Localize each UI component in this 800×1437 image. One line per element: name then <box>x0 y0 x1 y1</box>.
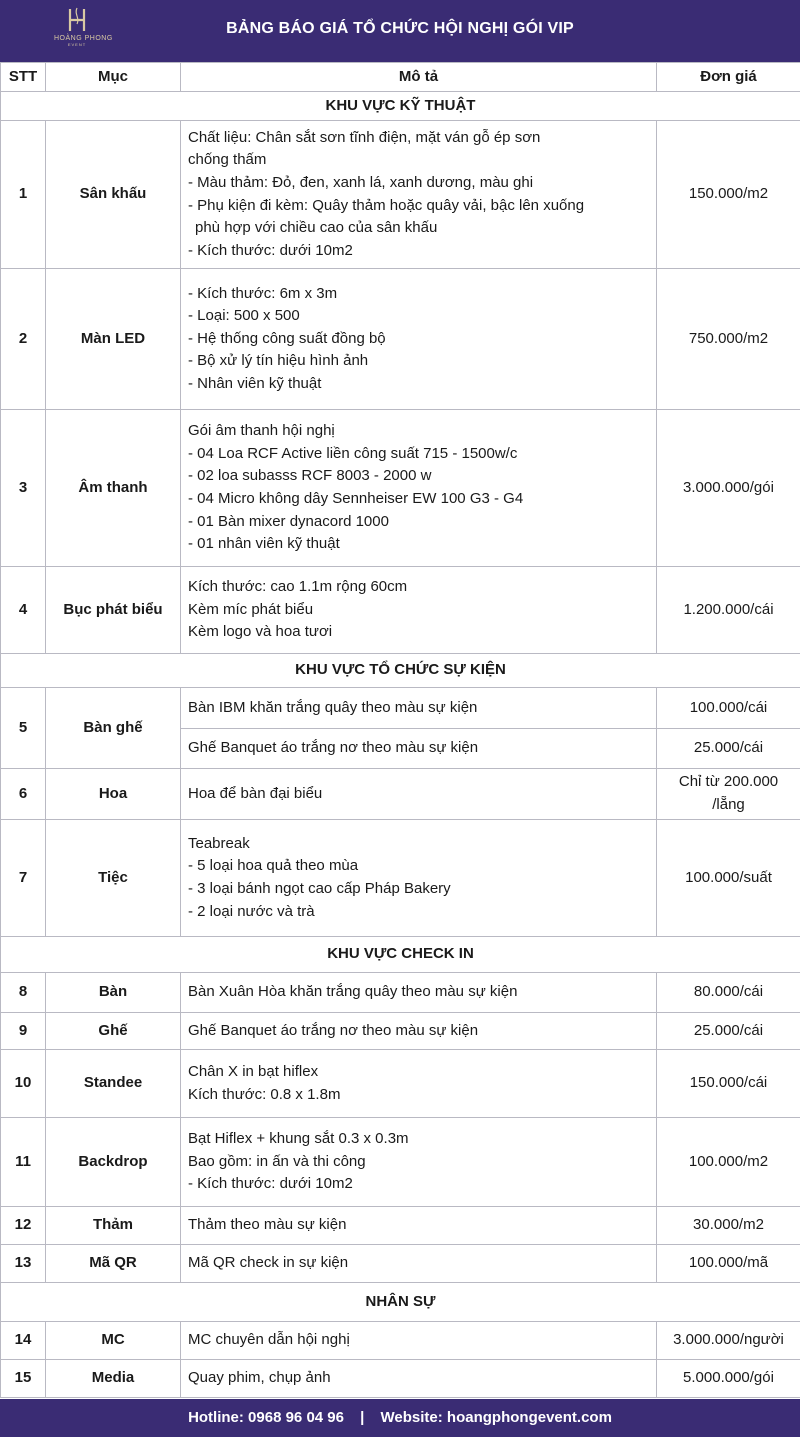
column-header-price: Đơn giá <box>657 63 800 92</box>
description-line: Ghế Banquet áo trắng nơ theo màu sự kiện <box>188 1021 479 1039</box>
table-row <box>1 973 800 1013</box>
row-item: Ghế <box>46 1013 181 1050</box>
row-stt: 10 <box>1 1050 46 1118</box>
page-title: BẢNG BÁO GIÁ TỔ CHỨC HỘI NGHỊ GÓI VIP <box>226 20 574 37</box>
description-line: - Kích thước: dưới 10m2 <box>188 1175 353 1193</box>
row-price <box>657 729 800 769</box>
section-title: NHÂN SỰ <box>1 1283 800 1322</box>
price-line: 5.000.000/gói <box>683 1369 774 1387</box>
section-row <box>1 937 800 973</box>
row-price <box>657 410 800 567</box>
description-line: Mã QR check in sự kiện <box>188 1254 349 1272</box>
row-stt: 2 <box>1 269 46 410</box>
row-stt: 1 <box>1 121 46 269</box>
row-description <box>181 121 657 269</box>
row-description <box>181 973 657 1013</box>
table-row <box>1 269 800 410</box>
price-line: 3.000.000/người <box>673 1331 784 1349</box>
price-line: 750.000/m2 <box>688 329 769 347</box>
footer-bar <box>0 1399 800 1437</box>
row-price <box>657 769 800 820</box>
section-title: KHU VỰC TỔ CHỨC SỰ KIỆN <box>1 654 800 688</box>
row-price <box>657 121 800 269</box>
description-line: - 5 loại hoa quả theo mùa <box>188 857 359 875</box>
row-description <box>181 1245 657 1283</box>
row-stt: 8 <box>1 973 46 1013</box>
row-item: Bàn ghế <box>46 688 181 769</box>
column-header-description: Mô tả <box>181 63 657 92</box>
section-row <box>1 654 800 688</box>
table-row <box>1 688 800 729</box>
section-title: KHU VỰC KỸ THUẬT <box>1 92 800 121</box>
row-description <box>181 269 657 410</box>
row-stt: 4 <box>1 567 46 654</box>
description-line: chống thấm <box>188 151 267 169</box>
table-row <box>1 410 800 567</box>
row-item: Bục phát biểu <box>46 567 181 654</box>
row-stt: 14 <box>1 1322 46 1360</box>
table-row <box>1 1050 800 1118</box>
row-description <box>181 1207 657 1245</box>
row-stt: 9 <box>1 1013 46 1050</box>
price-line: 100.000/mã <box>688 1254 769 1272</box>
price-line: 100.000/cái <box>689 698 768 716</box>
row-description <box>181 1118 657 1207</box>
row-item: Backdrop <box>46 1118 181 1207</box>
description-line: - Màu thảm: Đỏ, đen, xanh lá, xanh dương, màu ghi <box>188 173 534 191</box>
description-line: - 04 Loa RCF Active liền công suất 715 - 1500w/c <box>188 444 518 462</box>
description-line: Kích thước: 0.8 x 1.8m <box>188 1085 341 1103</box>
price-line: Chỉ từ 200.000 <box>678 773 779 791</box>
row-item: Màn LED <box>46 269 181 410</box>
row-item: Hoa <box>46 769 181 820</box>
price-line: 1.200.000/cái <box>683 600 774 618</box>
price-table <box>0 62 800 1398</box>
row-item: Thảm <box>46 1207 181 1245</box>
description-line: - Loại: 500 x 500 <box>188 307 300 325</box>
column-header-item: Mục <box>46 63 181 92</box>
price-line: 150.000/m2 <box>688 185 769 203</box>
price-table-container <box>0 62 800 1398</box>
description-line: Quay phim, chụp ảnh <box>188 1369 331 1387</box>
description-line: Thảm theo màu sự kiện <box>188 1216 347 1234</box>
row-stt: 5 <box>1 688 46 769</box>
row-item: Standee <box>46 1050 181 1118</box>
table-header-row <box>1 63 800 92</box>
footer-website[interactable]: Website: hoangphongevent.com <box>380 1409 612 1426</box>
row-item: Media <box>46 1360 181 1398</box>
description-line: Gói âm thanh hội nghị <box>188 422 335 440</box>
row-description <box>181 1050 657 1118</box>
price-line: 80.000/cái <box>693 983 764 1001</box>
row-price <box>657 567 800 654</box>
row-price <box>657 1013 800 1050</box>
table-row <box>1 1013 800 1050</box>
description-line: Kích thước: cao 1.1m rộng 60cm <box>188 578 408 596</box>
description-line: - 3 loại bánh ngọt cao cấp Pháp Bakery <box>188 880 451 897</box>
table-row <box>1 1118 800 1207</box>
row-item: Mã QR <box>46 1245 181 1283</box>
price-line: 25.000/cái <box>693 739 764 757</box>
row-price <box>657 973 800 1013</box>
row-description <box>181 769 657 820</box>
row-description <box>181 1360 657 1398</box>
logo-name: HOÀNG PHONG <box>54 35 113 42</box>
row-stt: 3 <box>1 410 46 567</box>
description-line: - 02 loa subasss RCF 8003 - 2000 w <box>188 467 432 485</box>
description-line: - Bộ xử lý tín hiệu hình ảnh <box>188 352 369 370</box>
table-row <box>1 567 800 654</box>
row-description <box>181 1013 657 1050</box>
price-line: 150.000/cái <box>689 1074 768 1092</box>
row-item: Sân khấu <box>46 121 181 269</box>
description-line: - 01 nhân viên kỹ thuật <box>188 535 340 553</box>
row-price <box>657 1118 800 1207</box>
section-title: KHU VỰC CHECK IN <box>1 937 800 973</box>
table-row <box>1 1322 800 1360</box>
description-line: Bạt Hiflex + khung sắt 0.3 x 0.3m <box>188 1130 409 1148</box>
row-description <box>181 410 657 567</box>
row-price <box>657 1245 800 1283</box>
description-line: Chân X in bạt hiflex <box>188 1062 319 1080</box>
row-price <box>657 1207 800 1245</box>
price-line: 25.000/cái <box>693 1021 764 1039</box>
row-stt: 12 <box>1 1207 46 1245</box>
footer-separator: | <box>360 1409 365 1426</box>
row-description <box>181 820 657 937</box>
row-stt: 13 <box>1 1245 46 1283</box>
footer-hotline[interactable]: Hotline: 0968 96 04 96 <box>188 1409 344 1426</box>
description-line: - Nhân viên kỹ thuật <box>188 374 322 392</box>
row-stt: 11 <box>1 1118 46 1207</box>
description-line: Kèm míc phát biểu <box>188 600 314 618</box>
description-line: phù hợp với chiều cao của sân khấu <box>195 219 438 237</box>
row-price <box>657 820 800 937</box>
header-bar <box>0 0 800 62</box>
description-line: Kèm logo và hoa tươi <box>188 623 333 641</box>
description-line: Chất liệu: Chân sắt sơn tĩnh điện, mặt ván gỗ ép sơn <box>188 128 541 146</box>
description-line: MC chuyên dẫn hội nghị <box>188 1331 350 1349</box>
section-row <box>1 1283 800 1322</box>
price-line: 100.000/suất <box>685 868 772 886</box>
row-price <box>657 1322 800 1360</box>
row-item: Bàn <box>46 973 181 1013</box>
row-description <box>181 688 657 729</box>
row-description <box>181 1322 657 1360</box>
description-line: Bàn Xuân Hòa khăn trắng quây theo màu sự kiện <box>188 983 518 1001</box>
description-line: - Phụ kiện đi kèm: Quây thảm hoặc quây vải, bậc lên xuống <box>188 196 585 214</box>
section-row <box>1 92 800 121</box>
price-line: 30.000/m2 <box>693 1216 764 1234</box>
row-stt: 7 <box>1 820 46 937</box>
table-row <box>1 820 800 937</box>
row-item: Âm thanh <box>46 410 181 567</box>
description-line: - Kích thước: dưới 10m2 <box>188 241 353 259</box>
table-row <box>1 121 800 269</box>
description-line: Bao gồm: in ấn và thi công <box>188 1152 366 1170</box>
row-price <box>657 1050 800 1118</box>
row-description <box>181 729 657 769</box>
price-line: 3.000.000/gói <box>683 478 774 496</box>
description-line: Hoa để bàn đại biểu <box>188 784 323 802</box>
description-line: - 01 Bàn mixer dynacord 1000 <box>188 512 389 530</box>
row-stt: 6 <box>1 769 46 820</box>
description-line: Teabreak <box>188 834 250 852</box>
row-price <box>657 269 800 410</box>
description-line: - Kích thước: 6m x 3m <box>188 284 338 302</box>
description-line: - 2 loại nước và trà <box>188 902 315 920</box>
table-row <box>1 1245 800 1283</box>
description-line: - 04 Micro không dây Sennheiser EW 100 G3 - G4 <box>188 490 524 507</box>
table-row <box>1 1207 800 1245</box>
row-item: MC <box>46 1322 181 1360</box>
row-item: Tiệc <box>46 820 181 937</box>
column-header-stt: STT <box>1 63 46 92</box>
price-line: /lẵng <box>712 796 745 813</box>
description-line: - Hệ thống công suất đồng bộ <box>188 329 386 347</box>
logo-sub: EVENT <box>67 42 87 47</box>
price-line: 100.000/m2 <box>688 1152 769 1170</box>
table-row <box>1 1360 800 1398</box>
description-line: Ghế Banquet áo trắng nơ theo màu sự kiện <box>188 739 479 757</box>
row-price <box>657 1360 800 1398</box>
row-price <box>657 688 800 729</box>
row-description <box>181 567 657 654</box>
row-stt: 15 <box>1 1360 46 1398</box>
table-row <box>1 769 800 820</box>
description-line: Bàn IBM khăn trắng quây theo màu sự kiện <box>188 698 478 716</box>
